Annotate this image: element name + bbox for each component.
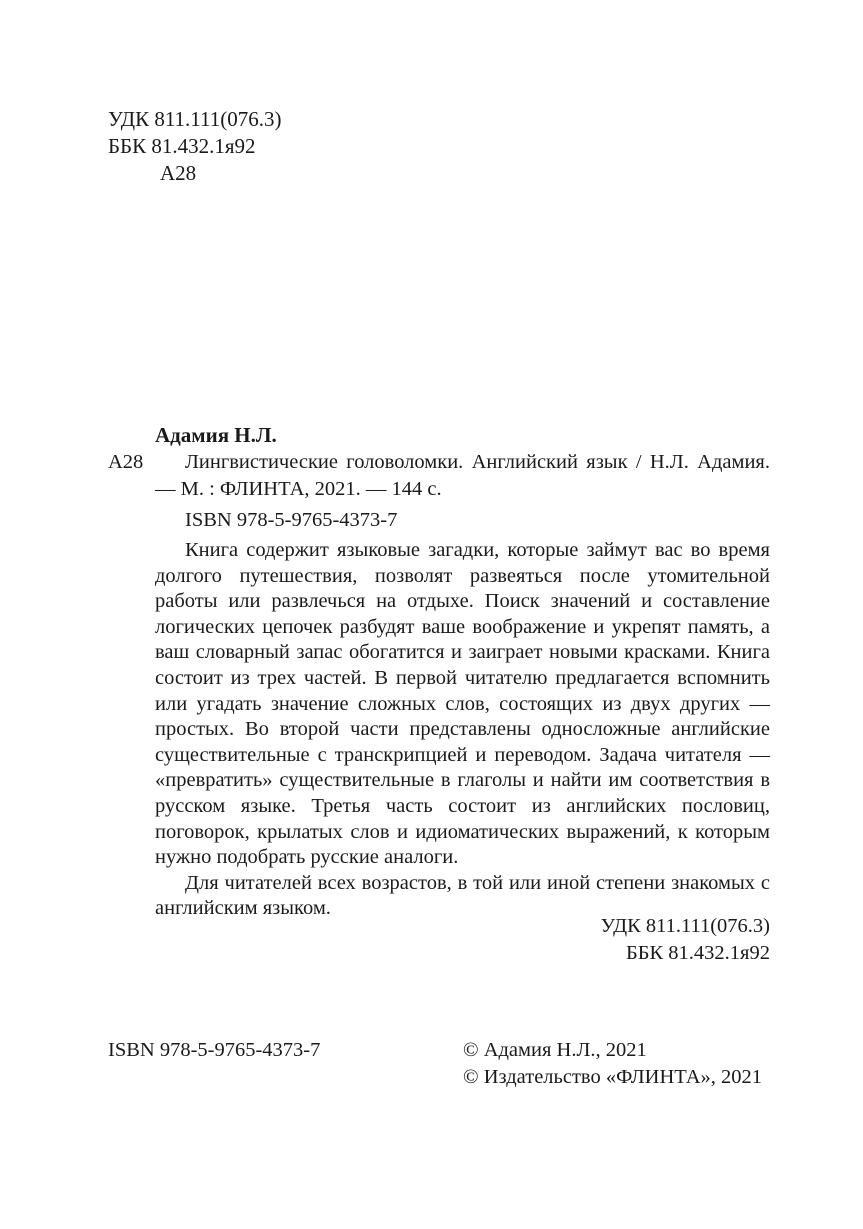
bottom-isbn: ISBN 978-5-9765-4373-7 [108,1039,321,1061]
annotation [155,538,770,922]
isbn-entry: ISBN 978-5-9765-4373-7 [185,509,398,531]
author-name: Адамия Н.Л. [155,423,277,447]
copyright-author: © Адамия Н.Л., 2021 [463,1039,647,1061]
copyright-publisher: © Издательство «ФЛИНТА», 2021 [463,1066,763,1088]
copyright-block [463,1037,762,1091]
shelf-mark: А28 [108,451,144,473]
footer-bbk: ББК 81.432.1я92 [625,942,770,964]
bbk-code: ББК 81.432.1я92 [108,134,256,158]
annotation-audience: Для читателей всех возрастов, в той или иной степени знакомых с английским языком. [155,871,770,920]
footer-codes [601,913,770,967]
udk-code: УДК 811.111(076.3) [108,107,282,131]
annotation-paragraph: Книга содержит языковые загадки, которые займут вас во время долгого путешествия, позволят развеяться после утомительной работы или развлечься на отдыхе. Поиск значений и составление логических цепочек разбудят ваше воображение и укрепят память, а ваш словарный запас обогатится и заиграет новыми красками. Книга состоит из трех частей. В первой читателю предлагается вспомнить или угадать значение сложных слов, состоящих из двух других — простых. Во второй части представлены односложные английские существительные с транскрипцией и переводом. Задача читателя — «превратить» существительные в глаголы и найти им соответствия в русском языке. Третья часть состоит из английских пословиц, поговорок, крылатых слов и идиоматических выражений, к которым нужно подобрать русские аналоги. [155,539,770,869]
footer-udk: УДК 811.111(076.3) [600,915,770,937]
title-entry: Лингвистические головоломки. Английский язык / Н.Л. Адамия. — М. : ФЛИНТА, 2021. — 144 с. [155,451,770,500]
author-mark: А28 [160,161,197,185]
